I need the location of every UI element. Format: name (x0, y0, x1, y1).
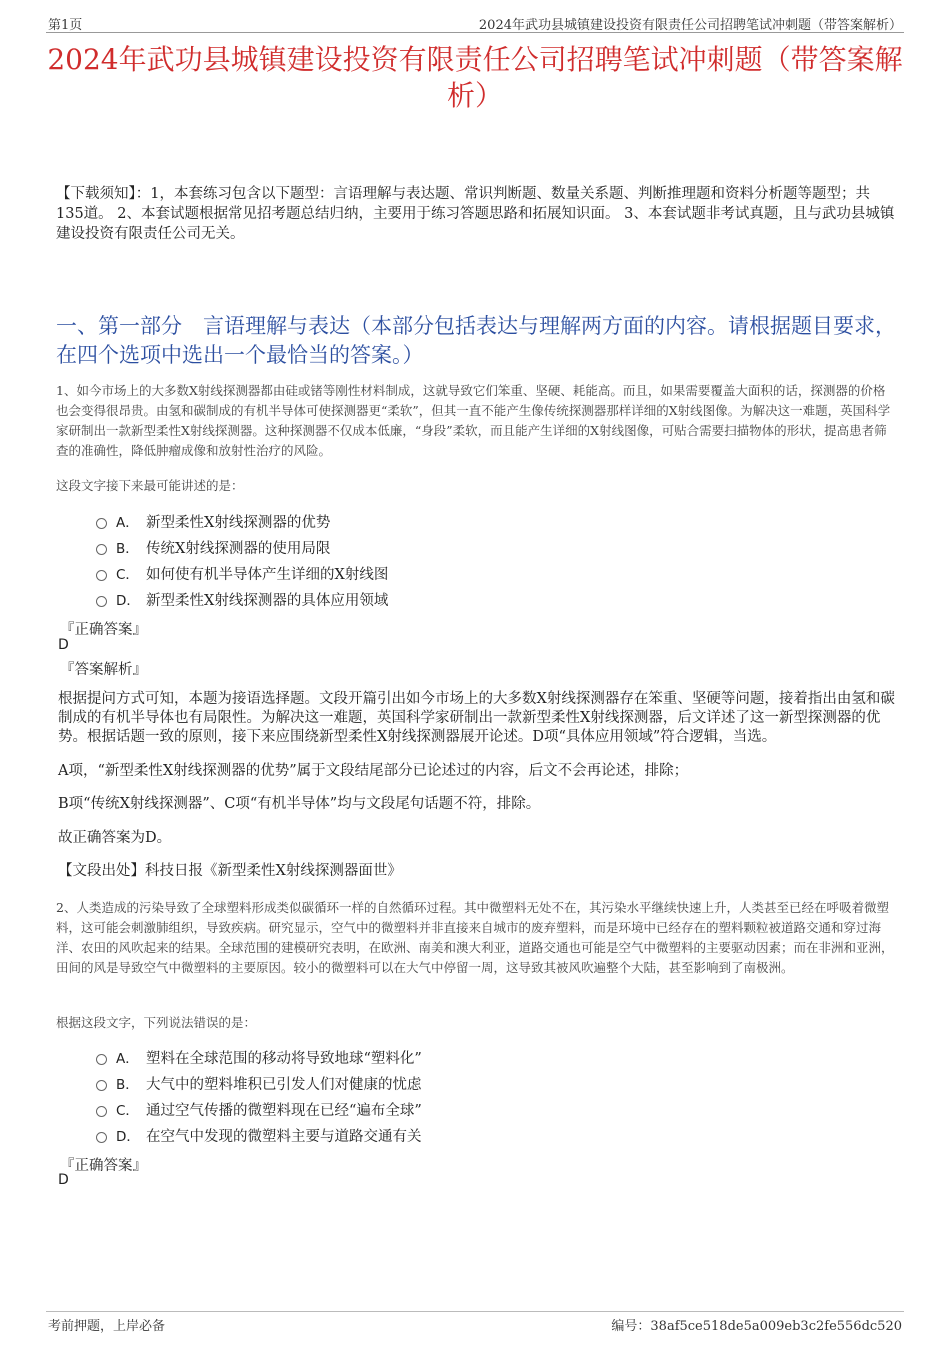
question-1-text: 1、如今市场上的大多数X射线探测器都由硅或锗等刚性材料制成，这就导致它们笨重、坚硬、耗能高。而且，如果需要覆盖大面积的话，探测器的价格也会变得很昂贵。由氢和碳制成的有机半导体可使探测器更“柔软”，但其一直不能产生像传统探测器那样详细的X射线图像。为解决这一难题，英国科学家研制出一款新型柔性X射线探测器。这种探测器不仅成本低廉，“身段”柔软，而且能产生详细的X射线图像，可贴合需要扫描物体的形状，提高患者筛查的准确性，降低肿瘤成像和放射性治疗的风险。 (56, 383, 891, 458)
option-text: 传统X射线探测器的使用局限 (146, 540, 331, 557)
radio-icon[interactable] (96, 1080, 107, 1091)
option-text: 大气中的塑料堆积已引发人们对健康的忧虑 (146, 1076, 422, 1093)
source-note: 【文段出处】科技日报《新型柔性X射线探测器面世》 (58, 863, 402, 879)
option-key: C． (116, 567, 139, 583)
section-heading: 一、第一部分 言语理解与表达（本部分包括表达与理解两方面的内容。请根据题目要求，在四个选项中选出一个最恰当的答案。） (56, 314, 896, 367)
option-key: D． (116, 1129, 140, 1145)
question-2-text: 2、人类造成的污染导致了全球塑料形成类似碳循环一样的自然循环过程。其中微塑料无处不在，其污染水平继续快速上升，人类甚至已经在呼吸着微塑料，这可能会刺激肺组织，导致疾病。研究显示，空气中的微塑料并非直接来自城市的废弃塑料，而是环境中已经存在的塑料颗粒被道路交通和穿过海洋、农田的风吹起来的结果。全球范围的建模研究表明，在欧洲、南美和澳大利亚，道路交通也可能是空气中微塑料的主要驱动因素；而在非洲和亚洲，田间的风是导致空气中微塑料的主要原因。较小的微塑料可以在大气中停留一周，这导致其被风吹遍整个大陆，甚至影响到了南极洲。 (56, 900, 894, 975)
option-key: D． (116, 593, 140, 609)
document-title: 2024年武功县城镇建设投资有限责任公司招聘笔试冲刺题（带答案解析） (47, 43, 903, 112)
option-key: C． (116, 1103, 139, 1119)
correct-answer-value: D (58, 1172, 69, 1188)
option-b[interactable] (96, 534, 796, 560)
option-key: A． (116, 1051, 139, 1067)
question-1-prompt: 这段文字接下来最可能讲述的是： (56, 478, 244, 493)
option-text: 通过空气传播的微塑料现在已经“遍布全球” (146, 1102, 422, 1119)
radio-icon[interactable] (96, 1106, 107, 1117)
analysis-paragraph: B项“传统X射线探测器”、C项“有机半导体”均与文段尾句话题不符，排除。 (58, 796, 541, 812)
radio-icon[interactable] (96, 544, 107, 555)
footer-slogan: 考前押题，上岸必备 (48, 1319, 166, 1334)
page-footer (46, 1311, 904, 1336)
option-key: B． (116, 1077, 139, 1093)
page-number: 第1页 (48, 18, 83, 33)
analysis-label: 『答案解析』 (60, 662, 147, 678)
option-text: 塑料在全球范围的移动将导致地球“塑料化” (146, 1050, 422, 1067)
download-notice: 【下载须知】：1，本套练习包含以下题型：言语理解与表达题、常识判断题、数量关系题、判断推理题和资料分析题等题型；共135道。 2、本套试题根据常见招考题总结归纳，主要用于练习答题思路和拓展知识面。 3、本套试题非考试真题，且与武功县城镇建设投资有限责任公司无关。 (56, 186, 895, 242)
option-d[interactable] (96, 1122, 796, 1148)
option-a[interactable] (96, 1044, 796, 1070)
option-c[interactable] (96, 1096, 796, 1122)
radio-icon[interactable] (96, 1132, 107, 1143)
question-2-options (96, 1044, 796, 1148)
option-b[interactable] (96, 1070, 796, 1096)
analysis-paragraph: 根据提问方式可知，本题为接语选择题。文段开篇引出如今市场上的大多数X射线探测器存在笨重、坚硬等问题，接着指出由氢和碳制成的有机半导体也有局限性。为解决这一难题，英国科学家研制出一款新型柔性X射线探测器，后文详述了这一新型探测器的优势。根据话题一致的原则，接下来应围绕新型柔性X射线探测器展开论述。D项“具体应用领域”符合逻辑，当选。 (58, 691, 895, 745)
option-text: 新型柔性X射线探测器的具体应用领域 (146, 592, 389, 609)
correct-answer-label: 『正确答案』 (60, 1158, 147, 1174)
correct-answer-value: D (58, 637, 69, 653)
analysis-paragraph: A项，“新型柔性X射线探测器的优势”属于文段结尾部分已论述过的内容，后文不会再论述，排除； (58, 763, 689, 779)
option-text: 如何使有机半导体产生详细的X射线图 (146, 566, 389, 583)
header-doc-title: 2024年武功县城镇建设投资有限责任公司招聘笔试冲刺题（带答案解析） (478, 18, 902, 33)
radio-icon[interactable] (96, 596, 107, 607)
analysis-paragraph: 故正确答案为D。 (58, 830, 172, 846)
question-2-prompt: 根据这段文字，下列说法错误的是： (56, 1015, 257, 1030)
document-id: 编号：38af5ce518de5a009eb3c2fe556dc520 (611, 1319, 902, 1334)
option-c[interactable] (96, 560, 796, 586)
correct-answer-label: 『正确答案』 (60, 622, 147, 638)
option-key: B． (116, 541, 139, 557)
radio-icon[interactable] (96, 570, 107, 581)
option-d[interactable] (96, 586, 796, 612)
question-1-options (96, 508, 796, 612)
option-text: 新型柔性X射线探测器的优势 (146, 514, 331, 531)
radio-icon[interactable] (96, 1054, 107, 1065)
page-header (46, 12, 904, 33)
option-key: A． (116, 515, 139, 531)
radio-icon[interactable] (96, 518, 107, 529)
option-text: 在空气中发现的微塑料主要与道路交通有关 (146, 1128, 422, 1145)
option-a[interactable] (96, 508, 796, 534)
